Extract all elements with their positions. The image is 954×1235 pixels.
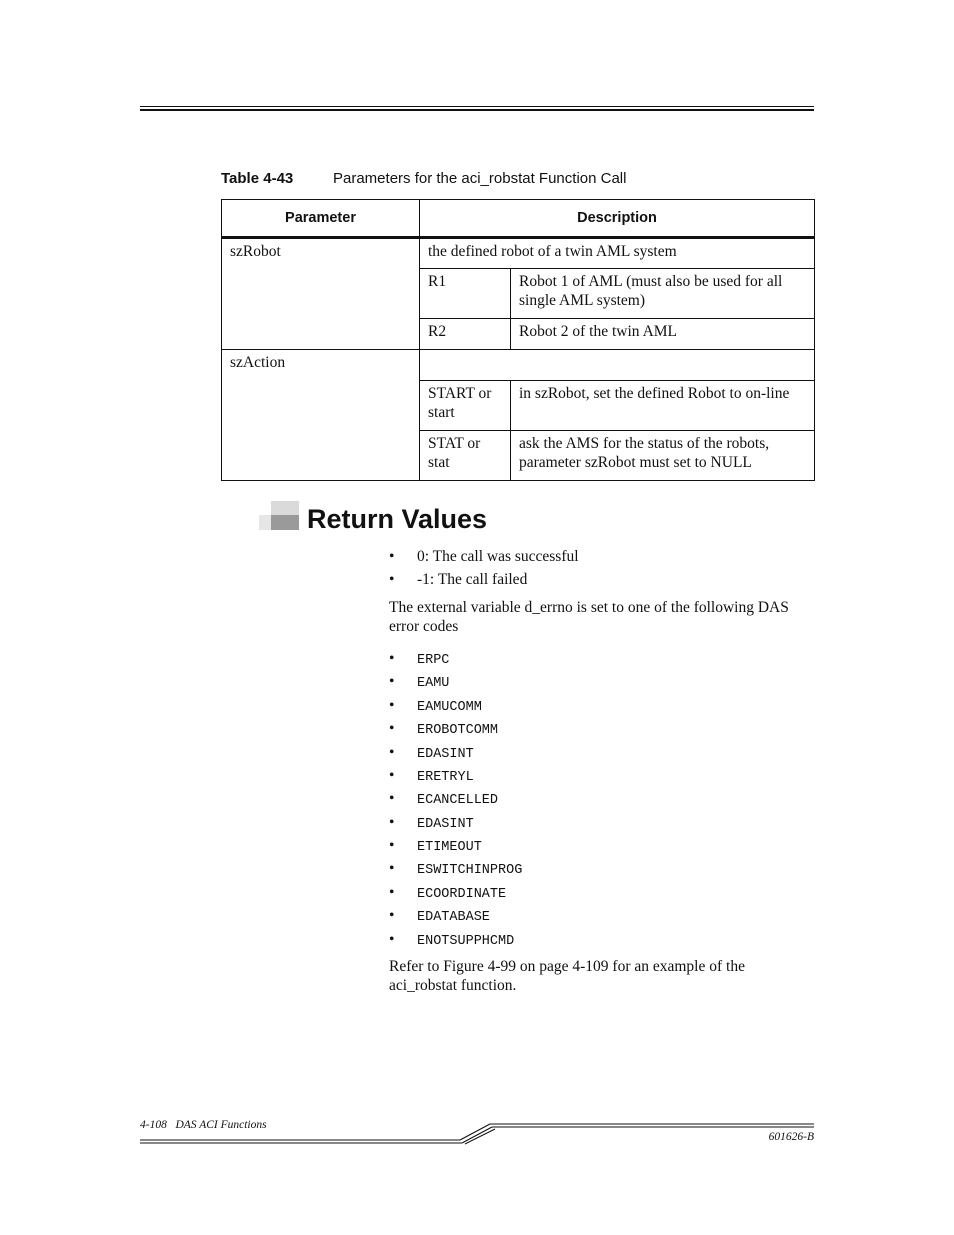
- error-code-item: • EDASINT: [389, 814, 474, 832]
- errno-intro: The external variable d_errno is set to one of the following DAS error codes: [389, 599, 789, 635]
- table-caption: [221, 170, 626, 187]
- option-text: in szRobot, set the defined Robot to on-line: [519, 385, 790, 402]
- footer-doc-number: 601626-B: [768, 1131, 814, 1143]
- option-value: R2: [428, 323, 447, 340]
- footer-page-label: 4-108 DAS ACI Functions: [140, 1119, 267, 1131]
- option-text: Robot 1 of AML (must also be used for all single AML system): [519, 273, 783, 309]
- error-code-item: • ESWITCHINPROG: [389, 860, 523, 878]
- section-title: Return Values: [307, 504, 488, 534]
- list-item: • -1: The call failed: [389, 571, 528, 588]
- header-rule-bottom: [140, 109, 814, 111]
- error-code-item: • EAMUCOMM: [389, 697, 482, 715]
- error-code-item: • ENOTSUPPHCMD: [389, 931, 515, 949]
- header-rule-top: [140, 106, 814, 107]
- error-code-item: • EROBOTCOMM: [389, 720, 499, 738]
- parameters-table: [221, 199, 815, 481]
- param-szrobot: szRobot: [230, 243, 281, 260]
- header-parameter: Parameter: [222, 200, 420, 238]
- error-code-item: • EDATABASE: [389, 907, 490, 925]
- refer-paragraph: Refer to Figure 4-99 on page 4-109 for an example of the aci_robstat function.: [389, 958, 745, 994]
- option-value: STAT or stat: [428, 435, 481, 471]
- param-szaction: szAction: [230, 354, 286, 371]
- table-number: Table 4-43: [221, 170, 294, 187]
- error-code-item: • ERPC: [389, 650, 450, 668]
- option-value: START or start: [428, 385, 492, 421]
- error-code-item: • EDASINT: [389, 744, 474, 762]
- szaction-description: [420, 350, 814, 359]
- error-code-item: • ECOORDINATE: [389, 884, 507, 902]
- list-item: • 0: The call was successful: [389, 548, 579, 565]
- option-value: R1: [428, 273, 447, 290]
- error-code-item: • EAMU: [389, 673, 450, 691]
- table-row: [222, 238, 815, 269]
- error-code-item: • ERETRYL: [389, 767, 474, 785]
- table-row: [222, 350, 815, 381]
- option-text: Robot 2 of the twin AML: [519, 323, 678, 340]
- header-description: Description: [420, 200, 815, 238]
- table-header-row: [222, 200, 815, 238]
- error-code-item: • ECANCELLED: [389, 790, 499, 808]
- option-text: ask the AMS for the status of the robots, parameter szRobot must set to NULL: [519, 435, 770, 471]
- section-marker-icon: [259, 501, 299, 530]
- table-title: Parameters for the aci_robstat Function Call: [333, 170, 627, 187]
- szrobot-description: the defined robot of a twin AML system: [428, 243, 677, 260]
- error-code-item: • ETIMEOUT: [389, 837, 482, 855]
